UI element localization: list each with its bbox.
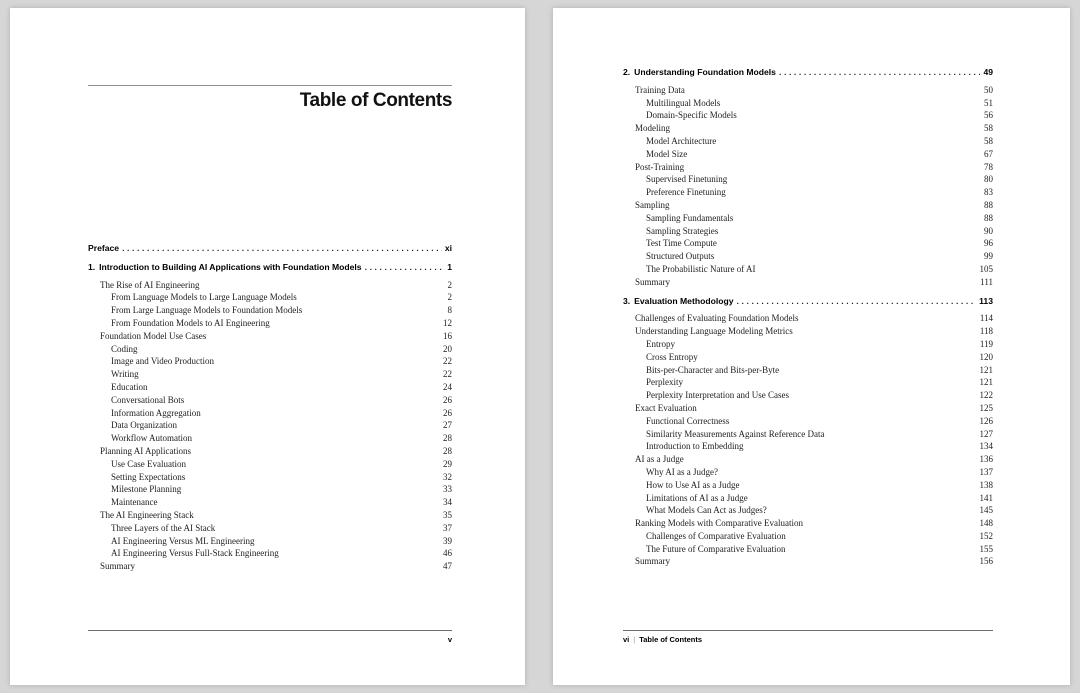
entry-label: From Language Models to Large Language Models: [111, 292, 297, 303]
entry-page-number: 29: [443, 458, 452, 469]
entry-label: Domain-Specific Models: [646, 110, 737, 121]
toc-section-entry: [88, 419, 452, 432]
toc-section-entry: [623, 517, 993, 530]
toc-section-entry: [623, 530, 993, 543]
entry-page-number: 120: [979, 351, 993, 362]
toc-section-entry: [623, 122, 993, 135]
entry-label: Challenges of Comparative Evaluation: [646, 530, 786, 541]
entry-page-number: 111: [980, 276, 993, 287]
toc-list-right: [623, 66, 993, 568]
toc-section-entry: [623, 479, 993, 492]
entry-label: Multilingual Models: [646, 97, 721, 108]
entry-page-number: 26: [443, 394, 452, 405]
dot-leader: [779, 66, 980, 79]
entry-label: Writing: [111, 369, 139, 380]
footer-separator: |: [633, 635, 636, 644]
toc-chapter-entry: [623, 66, 993, 79]
entry-label: Supervised Finetuning: [646, 174, 728, 185]
entry-page-number: 125: [979, 402, 993, 413]
entry-label: Bits-per-Character and Bits-per-Byte: [646, 364, 780, 375]
right-page: [553, 8, 1070, 685]
entry-page-number: 28: [443, 445, 452, 456]
entry-label: Cross Entropy: [646, 351, 698, 362]
entry-label: The Probabilistic Nature of AI: [646, 263, 756, 274]
entry-page-number: 22: [443, 356, 452, 367]
toc-section-entry: [623, 453, 993, 466]
entry-page-number: 12: [443, 317, 452, 328]
entry-label: AI as a Judge: [635, 454, 684, 465]
dot-leader: [365, 261, 445, 274]
toc-section-entry: [623, 415, 993, 428]
entry-page-number: 121: [979, 364, 993, 375]
entry-label: Exact Evaluation: [635, 402, 697, 413]
toc-section-entry: [623, 312, 993, 325]
entry-page-number: 127: [979, 428, 993, 439]
entry-label: Information Aggregation: [111, 407, 201, 418]
entry-label: Conversational Bots: [111, 394, 185, 405]
dot-leader: [736, 295, 976, 308]
toc-section-entry: [88, 471, 452, 484]
toc-section-entry: [88, 394, 452, 407]
entry-page-number: 34: [443, 497, 452, 508]
entry-page-number: 16: [443, 330, 452, 341]
entry-label: Milestone Planning: [111, 484, 182, 495]
toc-section-entry: [623, 250, 993, 263]
chapter-number: 3.: [623, 295, 631, 306]
toc-section-entry: [623, 135, 993, 148]
entry-label: Summary: [635, 276, 670, 287]
toc-section-entry: [623, 199, 993, 212]
entry-label: What Models Can Act as Judges?: [646, 505, 767, 516]
entry-label: Use Case Evaluation: [111, 458, 186, 469]
toc-section-entry: [623, 186, 993, 199]
entry-page-number: 155: [979, 543, 993, 554]
entry-page-number: 50: [984, 84, 993, 95]
entry-page-number: 46: [443, 548, 452, 559]
toc-section-entry: [88, 432, 452, 445]
toc-chapter-entry: [88, 242, 452, 255]
entry-page-number: 105: [979, 263, 993, 274]
entry-label: Entropy: [646, 338, 675, 349]
entry-label: Limitations of AI as a Judge: [646, 492, 748, 503]
entry-page-number: 88: [984, 212, 993, 223]
toc-section-entry: [623, 555, 993, 568]
entry-page-number: 148: [979, 518, 993, 529]
toc-section-entry: [88, 304, 452, 317]
right-page-content: [623, 60, 993, 568]
toc-section-entry: [623, 376, 993, 389]
entry-label: AI Engineering Versus ML Engineering: [111, 535, 255, 546]
toc-section-entry: [623, 389, 993, 402]
entry-label: Preface: [88, 243, 120, 253]
entry-label: Perplexity Interpretation and Use Cases: [646, 390, 789, 401]
toc-section-entry: [88, 509, 452, 522]
toc-chapter-entry: [88, 261, 452, 274]
footer-title: Table of Contents: [639, 635, 702, 644]
entry-page-number: 58: [984, 135, 993, 146]
toc-section-entry: [623, 148, 993, 161]
right-page-footer: [623, 630, 993, 644]
entry-page-number: 80: [984, 174, 993, 185]
entry-label: The Future of Comparative Evaluation: [646, 543, 786, 554]
entry-page-number: 136: [979, 454, 993, 465]
entry-label: AI Engineering Versus Full-Stack Engineering: [111, 548, 279, 559]
entry-label: Model Size: [646, 148, 688, 159]
toc-section-entry: [88, 355, 452, 368]
entry-label: Modeling: [635, 123, 670, 134]
toc-section-entry: [623, 364, 993, 377]
entry-label: Setting Expectations: [111, 471, 186, 482]
page-folio: vi: [623, 635, 630, 644]
toc-section-entry: [88, 317, 452, 330]
entry-label: Introduction to Building AI Applications with Foundation Models: [99, 261, 362, 272]
entry-page-number: 96: [984, 238, 993, 249]
entry-label: Three Layers of the AI Stack: [111, 522, 216, 533]
toc-chapter-entry: [623, 295, 993, 308]
toc-section-entry: [88, 535, 452, 548]
entry-label: Summary: [635, 556, 670, 567]
entry-page-number: 35: [443, 509, 452, 520]
toc-list-left: [88, 242, 452, 573]
toc-section-entry: [623, 402, 993, 415]
left-page-content: [88, 85, 452, 573]
toc-section-entry: [623, 263, 993, 276]
toc-section-entry: [88, 330, 452, 343]
entry-page-number: 126: [979, 415, 993, 426]
toc-section-entry: [623, 84, 993, 97]
toc-section-entry: [88, 343, 452, 356]
entry-page-number: 67: [984, 148, 993, 159]
entry-page-number: 88: [984, 199, 993, 210]
toc-section-entry: [88, 407, 452, 420]
title-rule: [88, 85, 452, 86]
toc-section-entry: [88, 381, 452, 394]
entry-label: Foundation Model Use Cases: [100, 330, 207, 341]
entry-label: From Foundation Models to AI Engineering: [111, 317, 270, 328]
entry-label: Similarity Measurements Against Reference Data: [646, 428, 825, 439]
entry-label: Introduction to Embedding: [646, 441, 744, 452]
entry-page-number: 141: [979, 492, 993, 503]
toc-section-entry: [623, 237, 993, 250]
entry-label: Post-Training: [635, 161, 685, 172]
entry-label: Evaluation Methodology: [634, 295, 734, 306]
toc-section-entry: [88, 547, 452, 560]
entry-page-number: 114: [979, 313, 993, 324]
footer-rule: [623, 630, 993, 631]
entry-page-number: 51: [984, 97, 993, 108]
entry-page-number: 37: [443, 522, 452, 533]
entry-page-number: 8: [447, 305, 452, 316]
toc-section-entry: [623, 440, 993, 453]
entry-label: Summary: [100, 561, 135, 572]
entry-page-number: 47: [443, 561, 452, 572]
toc-section-entry: [88, 522, 452, 535]
toc-section-entry: [88, 445, 452, 458]
toc-section-entry: [623, 325, 993, 338]
left-page: [10, 8, 525, 685]
entry-page-number: 58: [984, 123, 993, 134]
chapter-number: 1.: [88, 261, 96, 272]
toc-section-entry: [623, 351, 993, 364]
dot-leader: [122, 242, 442, 255]
entry-page-number: 24: [443, 381, 452, 392]
entry-page-number: 27: [443, 420, 452, 431]
toc-section-entry: [623, 466, 993, 479]
toc-section-entry: [88, 560, 452, 573]
entry-label: How to Use AI as a Judge: [646, 479, 740, 490]
entry-page-number: 78: [984, 161, 993, 172]
page-folio: v: [447, 635, 452, 644]
entry-page-number: 119: [979, 338, 993, 349]
entry-label: Ranking Models with Comparative Evaluation: [635, 518, 803, 529]
entry-label: Sampling Fundamentals: [646, 212, 734, 223]
toc-section-entry: [88, 291, 452, 304]
toc-section-entry: [88, 279, 452, 292]
entry-page-number: 122: [979, 390, 993, 401]
toc-section-entry: [623, 492, 993, 505]
entry-page-number: 121: [979, 377, 993, 388]
entry-label: Image and Video Production: [111, 356, 215, 367]
toc-section-entry: [88, 483, 452, 496]
entry-label: Functional Correctness: [646, 415, 730, 426]
entry-page-number: 56: [984, 110, 993, 121]
toc-section-entry: [623, 225, 993, 238]
entry-page-number: 137: [979, 466, 993, 477]
left-page-footer: [88, 630, 452, 644]
entry-page-number: 145: [979, 505, 993, 516]
entry-label: Model Architecture: [646, 135, 717, 146]
toc-section-entry: [623, 109, 993, 122]
entry-page-number: 90: [984, 225, 993, 236]
toc-section-entry: [623, 276, 993, 289]
entry-page-number: 2: [447, 292, 452, 303]
entry-page-number: 152: [979, 530, 993, 541]
entry-page-number: 118: [979, 326, 993, 337]
entry-label: Maintenance: [111, 497, 158, 508]
entry-label: Planning AI Applications: [100, 445, 191, 456]
entry-label: Coding: [111, 343, 138, 354]
page-title: Table of Contents: [299, 90, 452, 111]
entry-label: Training Data: [635, 84, 685, 95]
entry-page-number: 49: [983, 67, 993, 77]
entry-page-number: 99: [984, 251, 993, 262]
entry-page-number: 113: [979, 295, 993, 306]
entry-page-number: 32: [443, 471, 452, 482]
entry-label: Data Organization: [111, 420, 178, 431]
entry-label: Structured Outputs: [646, 251, 715, 262]
entry-page-number: 26: [443, 407, 452, 418]
entry-page-number: 2: [447, 279, 452, 290]
running-footer: [623, 635, 993, 644]
entry-label: Sampling: [635, 199, 670, 210]
entry-label: Education: [111, 381, 148, 392]
entry-page-number: xi: [444, 243, 452, 253]
toc-section-entry: [623, 504, 993, 517]
entry-label: Challenges of Evaluating Foundation Models: [635, 313, 799, 324]
entry-page-number: 39: [443, 535, 452, 546]
entry-label: Why AI as a Judge?: [646, 466, 718, 477]
entry-label: Preference Finetuning: [646, 187, 726, 198]
entry-page-number: 156: [979, 556, 993, 567]
entry-label: Sampling Strategies: [646, 225, 719, 236]
toc-section-entry: [623, 173, 993, 186]
toc-section-entry: [623, 97, 993, 110]
entry-page-number: 138: [979, 479, 993, 490]
entry-page-number: 83: [984, 187, 993, 198]
entry-page-number: 33: [443, 484, 452, 495]
entry-page-number: 134: [979, 441, 993, 452]
entry-label: From Large Language Models to Foundation Models: [111, 305, 303, 316]
footer-rule: [88, 630, 452, 631]
entry-label: Perplexity: [646, 377, 683, 388]
entry-page-number: 1: [447, 261, 452, 272]
toc-section-entry: [623, 212, 993, 225]
entry-label: The AI Engineering Stack: [100, 509, 194, 520]
entry-label: The Rise of AI Engineering: [100, 279, 200, 290]
entry-label: Test Time Compute: [646, 238, 717, 249]
entry-page-number: 28: [443, 433, 452, 444]
chapter-number: 2.: [623, 67, 631, 77]
toc-section-entry: [88, 458, 452, 471]
entry-page-number: 20: [443, 343, 452, 354]
entry-label: Understanding Foundation Models: [634, 67, 776, 77]
toc-section-entry: [623, 543, 993, 556]
toc-section-entry: [623, 338, 993, 351]
toc-section-entry: [88, 368, 452, 381]
toc-section-entry: [88, 496, 452, 509]
toc-section-entry: [623, 428, 993, 441]
toc-section-entry: [623, 161, 993, 174]
entry-label: Understanding Language Modeling Metrics: [635, 326, 793, 337]
entry-label: Workflow Automation: [111, 433, 193, 444]
entry-page-number: 22: [443, 369, 452, 380]
